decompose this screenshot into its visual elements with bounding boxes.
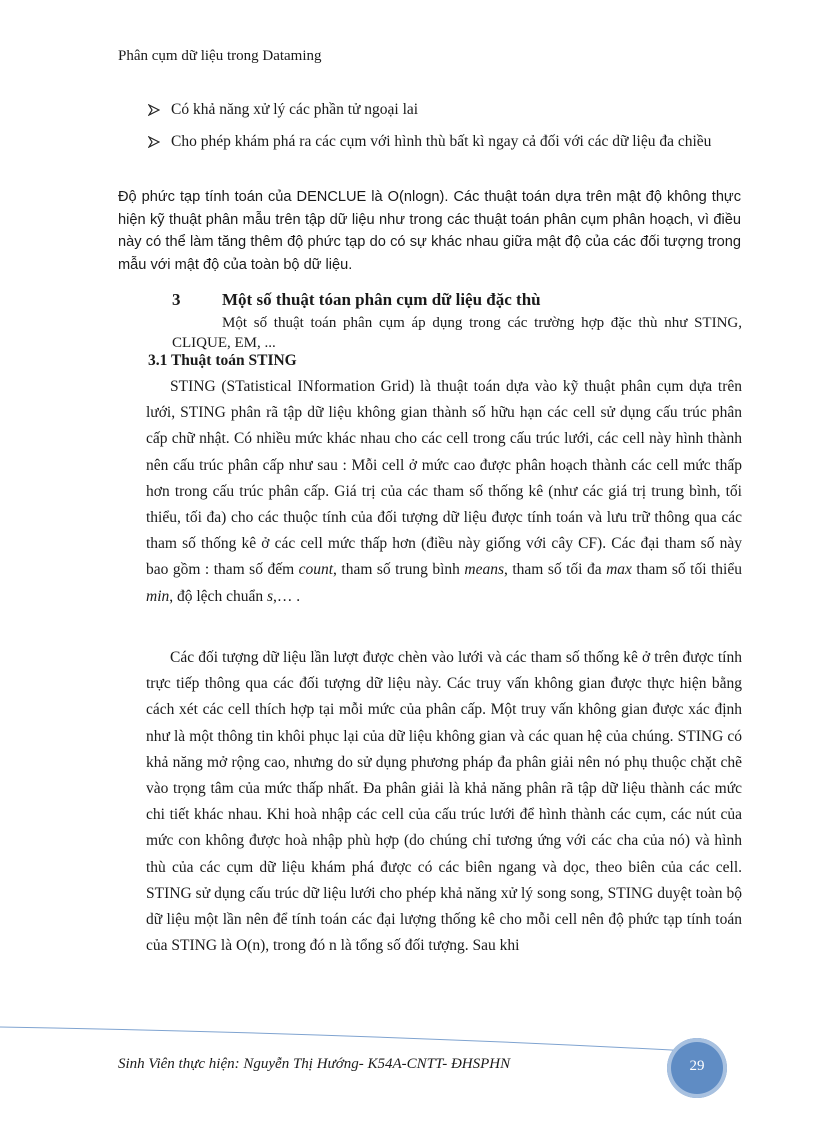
sting-paragraph-1 bbox=[146, 374, 742, 610]
bullet-item bbox=[148, 96, 743, 123]
sting-p1-text: , độ lệch chuẩn bbox=[169, 587, 264, 605]
sting-paragraph-2 bbox=[146, 645, 742, 959]
footer-divider bbox=[0, 1015, 700, 1055]
term-max: max bbox=[606, 561, 632, 579]
sting-p1-text: STING (STatistical INformation Grid) là thuật toán dựa vào kỹ thuật phân cụm dựa trên lưới, STING phân rã tập dữ liệu không gian thành số hữu hạn các cell sử dụng cấu trúc phân cấp chữ nhật. Có nhiều mức khác nhau cho các cell trong cấu trúc lưới, các cell này hình thành nên cấu trúc phân cấp như sau : Mỗi cell ở mức cao được phân hoạch thành các cell mức thấp hơn trong cấu trúc phân cấp. Giá trị của các tham số thống kê (như các giá trị trung bình, tối thiểu, tối đa) cho các thuộc tính của đối tượng dữ liệu được tính toán và lưu trữ thông qua các tham số thống kê ở các cell mức thấp hơn (điều này giống với cây CF). Các đại tham số này bao gồm : tham số đếm bbox=[146, 378, 742, 579]
arrow-bullet-icon bbox=[148, 96, 162, 125]
page-header: Phân cụm dữ liệu trong Dataming bbox=[118, 48, 322, 64]
sting-p1-text: ,… . bbox=[273, 587, 301, 605]
subsection-title: 3.1 Thuật toán STING bbox=[148, 352, 297, 369]
sting-p1-text: , tham số trung bình bbox=[333, 561, 460, 579]
bullet-text: Cho phép khám phá ra các cụm với hình thù bất kì ngay cả đối với các dữ liệu đa chiều bbox=[171, 133, 712, 150]
sting-p1-text: , tham số tối đa bbox=[504, 561, 602, 579]
sting-p2-text: Các đối tượng dữ liệu lần lượt được chèn vào lưới và các tham số thống kê ở trên được tính trực tiếp thông qua các đối tượng dữ liệu này. Các truy vấn không gian được thực hiện bằng cách xét các cell thích hợp tại mỗi mức của phân cấp. Một truy vấn không gian được xác định như là một thông tin khôi phục lại của dữ liệu không gian và các quan hệ của chúng. STING có khả năng mở rộng cao, nhưng do sử dụng phương pháp đa phân giải nên nó phụ thuộc chặt chẽ vào trọng tâm của mức thấp nhất. Đa phân giải là khả năng phân rã tập dữ liệu thành các mức chi tiết khác nhau. Khi hoà nhập các cell của cấu trúc lưới để hình thành các cụm, các nút của mức con không được hoà nhập phù hợp (do chúng chỉ tương ứng với các cha của nó) và hình thù của các cụm dữ liệu khám phá được có các biên ngang và dọc, theo biên của các cell. STING sử dụng cấu trúc dữ liệu lưới cho phép khả năng xử lý song song, STING duyệt toàn bộ dữ liệu một lần nên để tính toán các đại lượng thống kê cho mỗi cell nên độ phức tạp tính toán của STING là O(n), trong đó n là tổng số đối tượng. Sau khi bbox=[146, 649, 742, 955]
arrow-bullet-icon bbox=[148, 128, 162, 157]
bullet-item bbox=[148, 128, 743, 155]
sting-p1-text: tham số tối thiểu bbox=[636, 561, 742, 579]
term-s: s bbox=[266, 587, 273, 605]
bullet-text: Có khả năng xử lý các phần tử ngoại lai bbox=[171, 101, 419, 118]
denclue-paragraph: Độ phức tạp tính toán của DENCLUE là O(nlogn). Các thuật toán dựa trên mật độ không thực hiện kỹ thuật phân mẫu trên tập dữ liệu như trong các thuật toán phân cụm phân hoạch, vì điều này có thể làm tăng thêm độ phức tạp do có sự khác nhau giữa mật độ của các đối tượng trong mẫu với mật độ của toàn bộ dữ liệu. bbox=[118, 189, 741, 273]
footer-author: Sinh Viên thực hiện: Nguyễn Thị Hướng- K54A-CNTT- ĐHSPHN bbox=[118, 1056, 511, 1072]
term-means: means bbox=[464, 561, 505, 579]
section-title: Một số thuật tóan phân cụm dữ liệu đặc thù bbox=[222, 290, 541, 309]
page-number: 29 bbox=[689, 1058, 705, 1074]
section-intro bbox=[172, 313, 742, 353]
section-intro-text: Một số thuật toán phân cụm áp dụng trong các trường hợp đặc thù như STING, CLIQUE, EM, ... bbox=[172, 315, 742, 351]
term-min: min bbox=[146, 587, 170, 605]
term-count: count bbox=[298, 561, 334, 579]
section-number: 3 bbox=[172, 290, 181, 309]
page-number-badge bbox=[667, 1038, 727, 1098]
